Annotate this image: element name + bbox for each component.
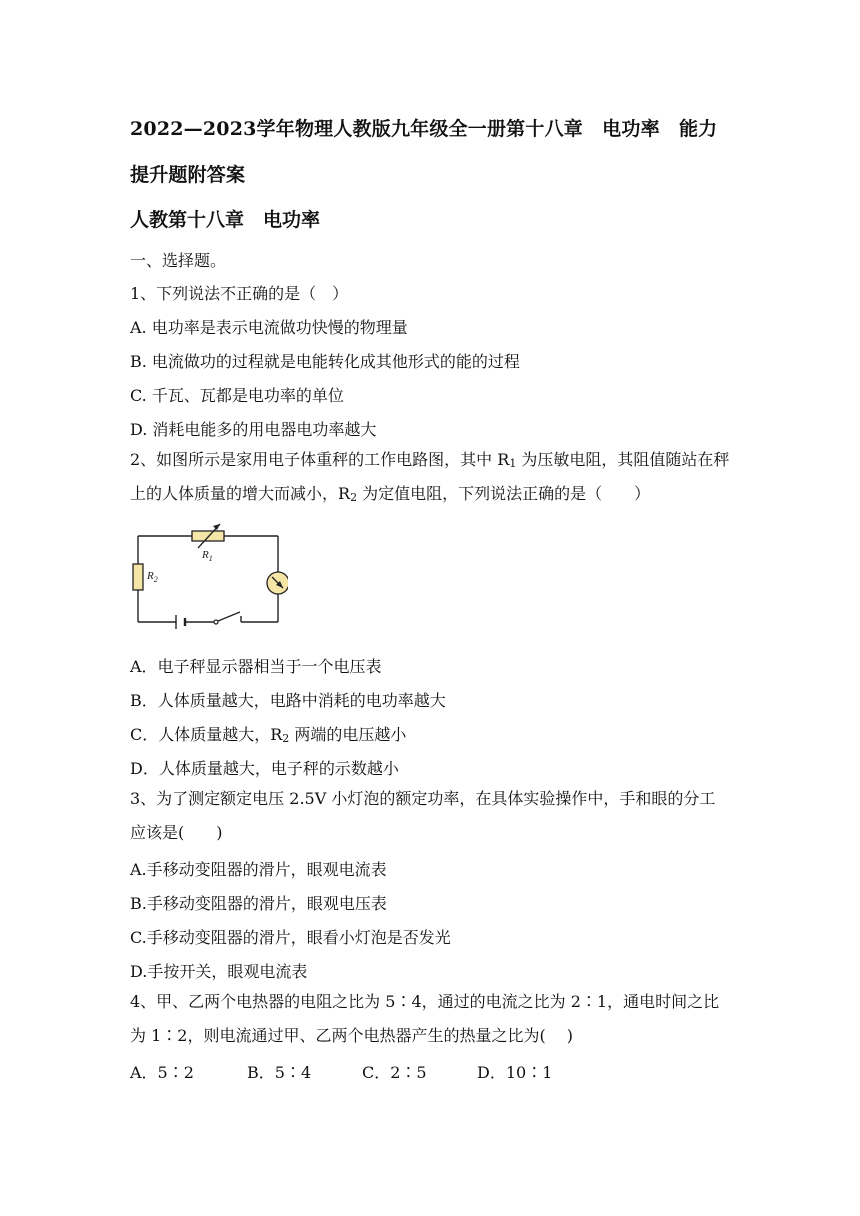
q3-option-d: D.手按开关，眼观电流表 <box>130 962 308 981</box>
q1-option-a: A. 电功率是表示电流做功快慢的物理量 <box>130 318 408 337</box>
svg-text:R2: $R_2$ <box>147 570 158 584</box>
q3-stem: 3、为了测定额定电压 2.5V 小灯泡的额定功率，在具体实验操作中，手和眼的分工应该是( ) <box>130 789 716 842</box>
q2-option-b: B．人体质量越大，电路中消耗的电功率越大 <box>130 691 446 710</box>
part-heading: 一、选择题。 <box>130 251 227 270</box>
q1-option-c: C. 千瓦、瓦都是电功率的单位 <box>130 386 344 405</box>
q4-option-c: C．2∶5 <box>362 1063 427 1082</box>
section-title: 人教第十八章 电功率 <box>130 209 321 231</box>
q2-stem: 2、如图所示是家用电子体重秤的工作电路图，其中 $R_1$ 为压敏电阻，其阻值随站在秤上的人体质量的增大而减小，$R_2$ 为定值电阻，下列说法正确的是（ ） <box>130 450 730 504</box>
document-title-line-1: 2022—2023学年物理人教版九年级全一册第十八章 电功率 能力 <box>130 118 718 140</box>
q4-options <box>130 1060 552 1083</box>
q1-stem: 1、下列说法不正确的是（ ） <box>130 284 349 303</box>
q4-option-d: D．10∶1 <box>477 1063 553 1082</box>
q2-option-d: D．人体质量越大，电子秤的示数越小 <box>130 759 399 778</box>
q3-option-b: B.手移动变阻器的滑片，眼观电压表 <box>130 894 387 913</box>
q4-option-a: A．5∶2 <box>130 1063 194 1082</box>
q4-option-b: B．5∶4 <box>247 1063 312 1082</box>
switch-icon <box>214 620 218 624</box>
q2-option-a: A．电子秤显示器相当于一个电压表 <box>130 657 382 676</box>
circuit-diagram <box>128 518 288 636</box>
r2-resistor-icon <box>133 564 143 590</box>
document-title-line-2: 提升题附答案 <box>130 164 246 186</box>
q3-option-c: C.手移动变阻器的滑片，眼看小灯泡是否发光 <box>130 928 451 947</box>
q4-stem: 4、甲、乙两个电热器的电阻之比为 5∶4，通过的电流之比为 2∶1，通电时间之比为 1∶2，则电流通过甲、乙两个电热器产生的热量之比为( ) <box>130 992 720 1045</box>
q1-option-b: B. 电流做功的过程就是电能转化成其他形式的能的过程 <box>130 352 520 371</box>
q2-option-c: C．人体质量越大，$R_2$ 两端的电压越小 <box>130 725 407 745</box>
svg-text:R1: $R_1$ <box>202 549 213 563</box>
r1-resistor-icon <box>192 531 224 541</box>
q3-option-a: A.手移动变阻器的滑片，眼观电流表 <box>130 860 387 879</box>
q1-option-d: D. 消耗电能多的用电器电功率越大 <box>130 420 377 439</box>
